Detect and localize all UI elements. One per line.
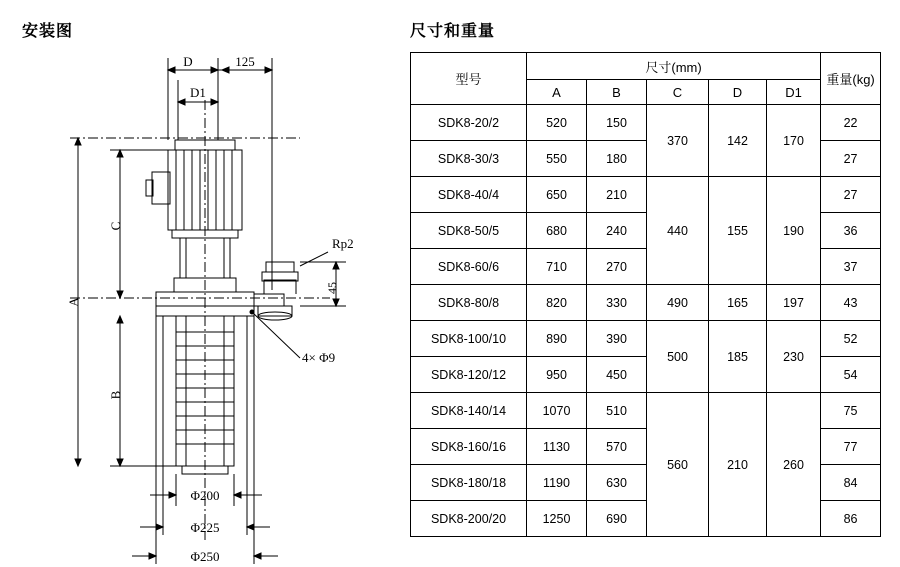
table-header-weight: 重量(kg) (821, 53, 881, 105)
cell-b: 240 (587, 213, 647, 249)
page-title-installation: 安装图 (22, 23, 74, 40)
label-d1: D1 (190, 85, 206, 100)
cell-d: 142 (709, 105, 767, 177)
cell-model: SDK8-40/4 (411, 177, 527, 213)
cell-model: SDK8-200/20 (411, 501, 527, 537)
cell-a: 890 (527, 321, 587, 357)
table-header-d1: D1 (767, 80, 821, 105)
table-header-d: D (709, 80, 767, 105)
label-phi225: Φ225 (190, 520, 220, 535)
cell-model: SDK8-20/2 (411, 105, 527, 141)
cell-c: 500 (647, 321, 709, 393)
cell-b: 210 (587, 177, 647, 213)
table-header-b: B (587, 80, 647, 105)
cell-d: 185 (709, 321, 767, 393)
cell-model: SDK8-60/6 (411, 249, 527, 285)
cell-weight: 43 (821, 285, 881, 321)
cell-weight: 27 (821, 141, 881, 177)
cell-b: 390 (587, 321, 647, 357)
cell-model: SDK8-50/5 (411, 213, 527, 249)
cell-d1: 197 (767, 285, 821, 321)
cell-b: 180 (587, 141, 647, 177)
cell-b: 690 (587, 501, 647, 537)
cell-d1: 230 (767, 321, 821, 393)
table-row (411, 321, 881, 357)
cell-d: 155 (709, 177, 767, 285)
cell-weight: 75 (821, 393, 881, 429)
table-header-a: A (527, 80, 587, 105)
table-row (411, 393, 881, 429)
cell-c: 440 (647, 177, 709, 285)
cell-d: 165 (709, 285, 767, 321)
cell-model: SDK8-100/10 (411, 321, 527, 357)
cell-a: 710 (527, 249, 587, 285)
cell-d1: 170 (767, 105, 821, 177)
table-header-model: 型号 (411, 53, 527, 105)
cell-a: 1190 (527, 465, 587, 501)
cell-weight: 52 (821, 321, 881, 357)
table-row (411, 105, 881, 141)
label-a: A (66, 297, 81, 307)
label-phi250: Φ250 (190, 549, 220, 564)
cell-weight: 37 (821, 249, 881, 285)
cell-c: 560 (647, 393, 709, 537)
cell-a: 680 (527, 213, 587, 249)
dimensions-and-weight-table (410, 52, 881, 537)
cell-model: SDK8-30/3 (411, 141, 527, 177)
cell-b: 450 (587, 357, 647, 393)
cell-a: 1250 (527, 501, 587, 537)
cell-weight: 36 (821, 213, 881, 249)
label-b: B (108, 390, 123, 400)
label-hole-pattern: 4× Φ9 (302, 350, 336, 365)
cell-c: 490 (647, 285, 709, 321)
cell-weight: 54 (821, 357, 881, 393)
cell-weight: 84 (821, 465, 881, 501)
cell-b: 630 (587, 465, 647, 501)
cell-b: 330 (587, 285, 647, 321)
cell-b: 150 (587, 105, 647, 141)
dimensions-table-wrapper (410, 52, 880, 537)
cell-a: 820 (527, 285, 587, 321)
installation-drawing (0, 40, 400, 567)
cell-model: SDK8-160/16 (411, 429, 527, 465)
cell-d1: 190 (767, 177, 821, 285)
label-c: C (108, 221, 123, 231)
page-title-dimensions: 尺寸和重量 (410, 23, 496, 40)
cell-d1: 260 (767, 393, 821, 537)
label-phi200: Φ200 (190, 488, 220, 503)
table-header-c: C (647, 80, 709, 105)
cell-b: 270 (587, 249, 647, 285)
cell-a: 1070 (527, 393, 587, 429)
cell-a: 650 (527, 177, 587, 213)
cell-model: SDK8-180/18 (411, 465, 527, 501)
cell-a: 950 (527, 357, 587, 393)
cell-d: 210 (709, 393, 767, 537)
cell-model: SDK8-140/14 (411, 393, 527, 429)
label-45: 45 (325, 282, 339, 294)
cell-model: SDK8-120/12 (411, 357, 527, 393)
label-rp2: Rp2 (332, 236, 354, 251)
cell-weight: 27 (821, 177, 881, 213)
cell-c: 370 (647, 105, 709, 177)
cell-model: SDK8-80/8 (411, 285, 527, 321)
label-d: D (183, 54, 193, 69)
cell-a: 550 (527, 141, 587, 177)
table-row (411, 285, 881, 321)
cell-a: 1130 (527, 429, 587, 465)
table-header-dimensions: 尺寸(mm) (527, 53, 821, 80)
cell-b: 510 (587, 393, 647, 429)
label-125: 125 (235, 54, 255, 69)
cell-weight: 86 (821, 501, 881, 537)
cell-a: 520 (527, 105, 587, 141)
cell-b: 570 (587, 429, 647, 465)
cell-weight: 22 (821, 105, 881, 141)
cell-weight: 77 (821, 429, 881, 465)
table-row (411, 177, 881, 213)
